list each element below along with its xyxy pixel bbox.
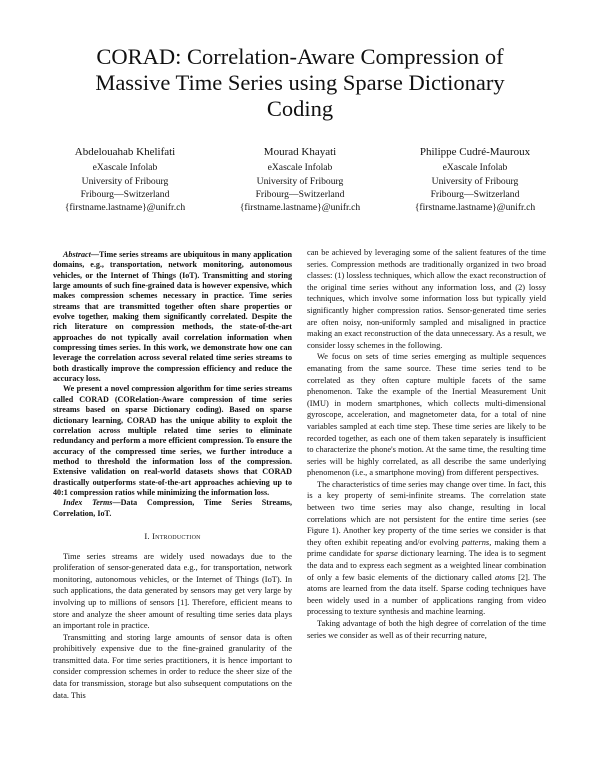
author-university: University of Fribourg (256, 175, 344, 187)
title-line: CORAD: Correlation-Aware Compression of (96, 44, 504, 69)
author-email: {firstname.lastname}@unifr.ch (64, 202, 186, 214)
author-university: University of Fribourg (431, 175, 519, 187)
right-paragraph-4: Taking advantage of both the high degree of correlation of the time series we consider as well as of their recurring nature, (307, 619, 546, 640)
author-email: {firstname.lastname}@unifr.ch (239, 202, 361, 214)
author-location: Fribourg—Switzerland (255, 188, 345, 200)
right-paragraph-2: We focus on sets of time series emerging as multiple sequences emanating from the same source. These time series tend to be correlated as they often capture multiple facets of the same phenomenon. Take the example of the Inertial Measurement Unit (IMU) in modern smartphones, which collects multi-dimensional gyroscope, acceleration, and magnetometer data, for a total of nine variables sampled at each time step. These time series are likely to be recorded together, as each one of them taken separately is insufficient to characterize the phone's motion. At the same time, the resulting time series will be highly correlated, as all describe the same underlying phenomenon (i.e., a smartphone moving) from different perspectives. (307, 352, 546, 478)
abstract-label: Abstract (63, 250, 91, 259)
author-1 (40, 146, 210, 214)
index-terms-text: —Data Compression, Time Series Streams, Correlation, IoT. (53, 498, 292, 518)
intro-paragraph-2: Transmitting and storing large amounts of sensor data is often prohibitively expensive due to the fine-grained granularity of the transmitted data. For time series practitioners, it is hence important to consider compression schemes in order to reduce the sheer size of the data for transmission, storage but also subsequent computations on the data. This (53, 632, 292, 700)
author-2 (215, 146, 385, 214)
left-column (53, 250, 292, 701)
title-line: Coding (266, 96, 334, 121)
author-location: Fribourg—Switzerland (430, 188, 520, 200)
section-heading (53, 531, 292, 543)
abstract-paragraph-1 (53, 250, 292, 384)
abstract-paragraph-2: We present a novel compression algorithm for time series streams called CORAD (CORelation-Aware compression of time series streams based on sparse Dictionary coding). Based on sparse dictionary learning, CORAD has the unique ability to exploit the correlation across multiple related time series to eliminate redundancy and perform a more efficient compression. To ensure the accuracy of the compressed time series, we further introduce a method to threshold the information loss of the compression. Extensive validation on real-world datasets shows that CORAD drastically outperforms state-of-the-art approaches achieving up to 40:1 compression ratios while minimizing the information loss. (53, 384, 292, 497)
title-line: Massive Time Series using Sparse Dictionary (95, 70, 505, 95)
author-3 (390, 146, 560, 214)
author-affiliation: eXascale Infolab (442, 162, 508, 174)
author-email: {firstname.lastname}@unifr.ch (414, 202, 536, 214)
right-paragraph-1: can be achieved by leveraging some of the salient features of the time series. Compression methods are traditionally organized in two broad classes: (1) lossless techniques, which allow the exact reconstruction of the original time series without any information loss, and (2) lossy techniques, which involve some information loss but typically yield significantly higher compression ratios. Sensor-generated time series are often noisy, non-uniformly sampled and misaligned in practice making an exact reconstruction of the data unnecessary. As a result, we consider lossy schemes in the following. (307, 248, 546, 350)
author-name: Philippe Cudré-Mauroux (419, 146, 531, 158)
author-university: University of Fribourg (81, 175, 169, 187)
author-name: Mourad Khayati (263, 146, 337, 158)
author-name: Abdelouahab Khelifati (74, 146, 176, 158)
author-location: Fribourg—Switzerland (80, 188, 170, 200)
author-affiliation: eXascale Infolab (267, 162, 333, 174)
right-column (307, 247, 546, 641)
p3-emphasis-sparse: sparse (376, 549, 398, 559)
paper-title (40, 44, 560, 122)
p3-emphasis-patterns: patterns (461, 537, 490, 547)
p3-text-b: , making them a prime candidate for (307, 537, 546, 559)
p3-text-c: dictionary learning. The idea is to segment the data and to express each segment as a weighted linear combination of only a few basic elements of the dictionary called (307, 549, 546, 582)
index-terms (53, 498, 292, 519)
right-paragraph-3 (307, 479, 546, 618)
abstract (53, 250, 292, 519)
author-affiliation: eXascale Infolab (92, 162, 158, 174)
section-number: I. (144, 530, 150, 541)
abstract-text-1: —Time series streams are ubiquitous in many application domains, e.g., transportation, network monitoring, autonomous vehicles, or the Internet of Things (IoT). Transmitting and storing large amounts of such fine-grained data is however expensive, which makes compression schemes necessary in practice. Time series streams that are transmitted together often share properties or evolve together, making them significantly correlated. Despite the rich literature on compression methods, the state-of-the-art approaches do not typically avail correlation information when compressing times series. In this work, we demonstrate how one can leverage the correlation across several related time series streams to both drastically improve the compression efficiency and reduce the accuracy loss. (53, 250, 292, 384)
p3-emphasis-atoms: atoms (494, 572, 515, 582)
index-terms-label: Index Terms (63, 498, 113, 508)
author-block (40, 146, 560, 214)
p3-text-a: The characteristics of time series may change over time. In fact, this is a key property of semi-infinite streams. The correlation state between two time series may also change, resulting in local correlations which are not persistent for the entire time series (see Figure 1). Another key property of the time series we consider is that they often exhibit repeating and/or evolving (307, 479, 546, 547)
intro-paragraph-1: Time series streams are widely used nowadays due to the proliferation of sensor-generated data e.g., for transportation, network monitoring, autonomous vehicles, or the Internet of Things (IoT). In such applications, the data generated by sensors may get very large by involving up to millions of sensors [1]. Therefore, efficient means to store and analyze the sheer amount of resulting time series data plays an important role in practice. (53, 551, 292, 631)
p3-text-d: [2]. The atoms are learned from the data itself. Sparse coding techniques have been widely used in a number of applications ranging from video processing to texture synthesis and machine learning. (307, 572, 546, 617)
section-title: Introduction (152, 530, 201, 541)
intro-body (53, 551, 292, 702)
